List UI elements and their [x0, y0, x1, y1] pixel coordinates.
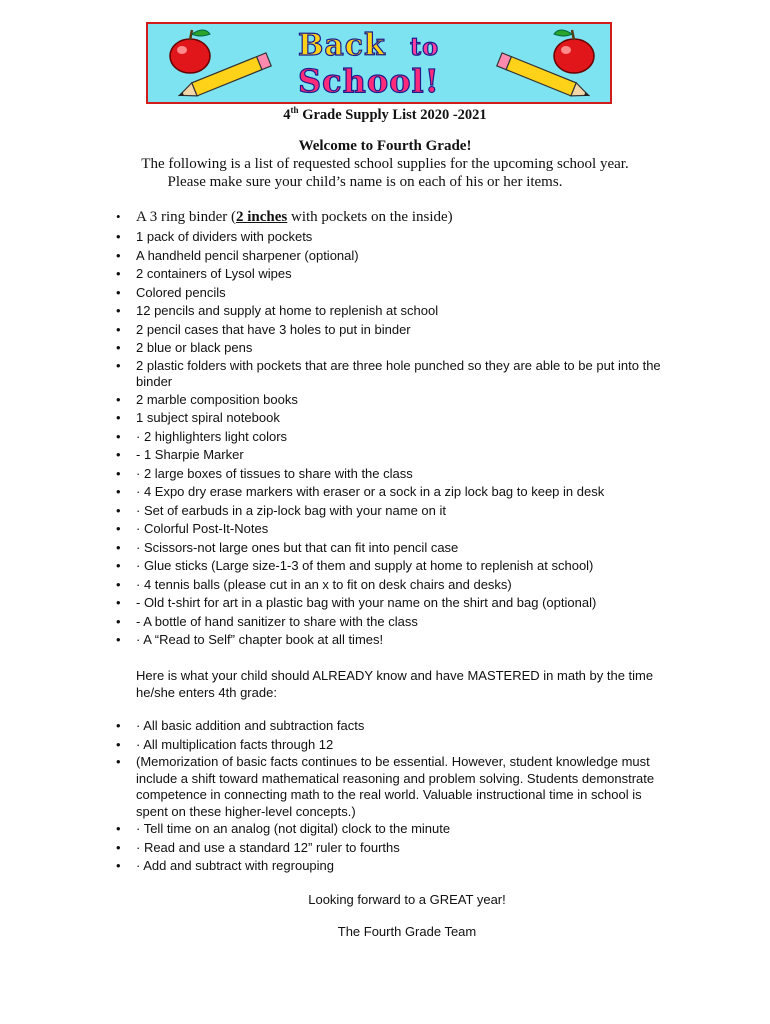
math-intro: Here is what your child should ALREADY know and have MASTERED in math by the time he/she enters 4th grade:: [136, 668, 654, 700]
list-item: • · Tell time on an analog (not digital) clock to the minute: [116, 820, 676, 839]
welcome-heading: Welcome to Fourth Grade!: [298, 138, 472, 154]
list-item: • - 1 Sharpie Marker: [116, 446, 676, 465]
list-item: • · 4 Expo dry erase markers with eraser or a sock in a zip lock bag to keep in desk: [116, 483, 676, 502]
supply-list: [116, 206, 676, 650]
math-skills-list: [116, 717, 676, 876]
list-item: • - A bottle of hand sanitizer to share with the class: [116, 613, 676, 632]
list-item: • · A “Read to Self” chapter book at all times!: [116, 631, 676, 650]
list-item: • · Scissors-not large ones but that can fit into pencil case: [116, 539, 676, 558]
list-item: • - Old t-shirt for art in a plastic bag with your name on the shirt and bag (optional): [116, 594, 676, 613]
banner-word-school: School!: [298, 62, 440, 100]
list-item: • · All multiplication facts through 12: [116, 736, 676, 755]
title-grade-number: 4: [283, 106, 291, 123]
closing-line: Looking forward to a GREAT year!: [308, 892, 506, 907]
list-item: • 2 blue or black pens: [116, 339, 676, 358]
list-item: • 2 containers of Lysol wipes: [116, 265, 676, 284]
banner-word-to: to: [410, 32, 440, 61]
banner-word-back: Back: [298, 28, 386, 63]
list-item: • · Add and subtract with regrouping: [116, 857, 676, 876]
list-item: • · Read and use a standard 12” ruler to fourths: [116, 839, 676, 858]
list-item: • · 4 tennis balls (please cut in an x to fit on desk chairs and desks): [116, 576, 676, 595]
list-item: • · Glue sticks (Large size-1-3 of them and supply at home to replenish at school): [116, 557, 676, 576]
signature: The Fourth Grade Team: [337, 924, 477, 939]
list-item: • 2 plastic folders with pockets that are three hole punched so they are able to be put into the binder: [116, 358, 676, 391]
list-item: • Colored pencils: [116, 284, 676, 303]
list-item: • 2 marble composition books: [116, 391, 676, 410]
list-item-text: with pockets on the inside): [287, 209, 453, 225]
list-item: • 12 pencils and supply at home to replenish at school: [116, 302, 676, 321]
intro-line-1: The following is a list of requested school supplies for the upcoming school year.: [141, 156, 629, 172]
list-item-text: A 3 ring binder (: [136, 209, 236, 225]
list-item: • · 2 highlighters light colors: [116, 428, 676, 447]
list-item: • · All basic addition and subtraction facts: [116, 717, 676, 736]
list-item: • · Set of earbuds in a zip-lock bag with your name on it: [116, 502, 676, 521]
title-text: Grade Supply List 2020 -2021: [298, 106, 487, 123]
list-item: • · 2 large boxes of tissues to share with the class: [116, 465, 676, 484]
back-to-school-banner: [146, 22, 612, 104]
pencil-icon: [488, 52, 598, 102]
pencil-icon: [170, 52, 280, 102]
list-item: • A handheld pencil sharpener (optional): [116, 247, 676, 266]
title-grade-suffix: th: [290, 105, 299, 115]
list-item: [116, 206, 676, 228]
intro-line-2: Please make sure your child’s name is on each of his or her items.: [167, 174, 563, 190]
list-item: • 2 pencil cases that have 3 holes to put in binder: [116, 321, 676, 340]
list-item: • · Colorful Post-It-Notes: [116, 520, 676, 539]
list-item: • 1 subject spiral notebook: [116, 409, 676, 428]
page-title: [0, 105, 770, 124]
list-item: • (Memorization of basic facts continues to be essential. However, student knowledge must include a shift toward mathematical reasoning and problem solving. Students demonstrate competence in connecting math to the real world. Valuable instructional time in school is spent on these higher-level concepts.): [116, 754, 676, 820]
list-item-emphasis: 2 inches: [235, 209, 288, 225]
list-item: • 1 pack of dividers with pockets: [116, 228, 676, 247]
